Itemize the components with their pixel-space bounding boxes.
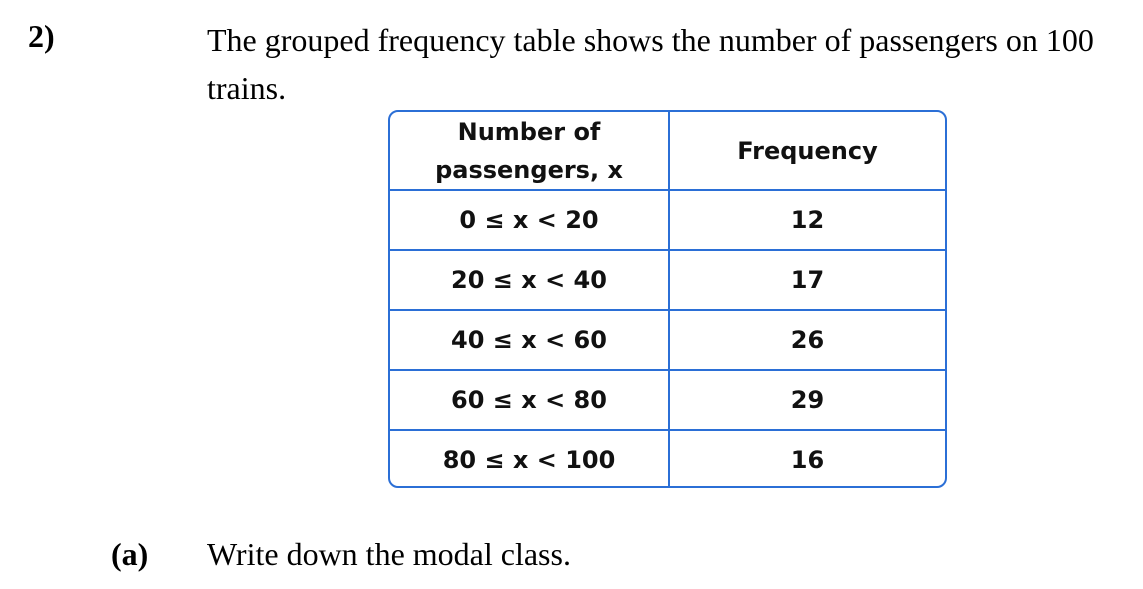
frequency-cell: 26 — [669, 310, 945, 370]
class-cell: 20 ≤ x < 40 — [390, 250, 669, 310]
frequency-cell: 16 — [669, 430, 945, 488]
question-stem: The grouped frequency table shows the number of passengers on 100 trains. — [207, 22, 1094, 106]
class-cell: 60 ≤ x < 80 — [390, 370, 669, 430]
header-passengers-line1: Number of — [457, 117, 601, 146]
header-passengers-line2: passengers, x — [435, 155, 623, 184]
table-header-row — [390, 112, 945, 190]
table-row — [390, 190, 945, 250]
table-row — [390, 370, 945, 430]
class-cell: 80 ≤ x < 100 — [390, 430, 669, 488]
part-a-label: (a) — [111, 536, 149, 572]
frequency-table — [390, 112, 945, 488]
frequency-table-container — [388, 110, 947, 488]
frequency-cell: 17 — [669, 250, 945, 310]
part-a-question: Write down the modal class. — [207, 536, 571, 572]
table-row — [390, 310, 945, 370]
frequency-cell: 29 — [669, 370, 945, 430]
class-cell: 40 ≤ x < 60 — [390, 310, 669, 370]
frequency-cell: 12 — [669, 190, 945, 250]
table-row — [390, 430, 945, 488]
class-cell: 0 ≤ x < 20 — [390, 190, 669, 250]
header-passengers — [390, 112, 669, 190]
question-number: 2) — [28, 18, 55, 54]
table-row — [390, 250, 945, 310]
header-frequency: Frequency — [669, 112, 945, 190]
